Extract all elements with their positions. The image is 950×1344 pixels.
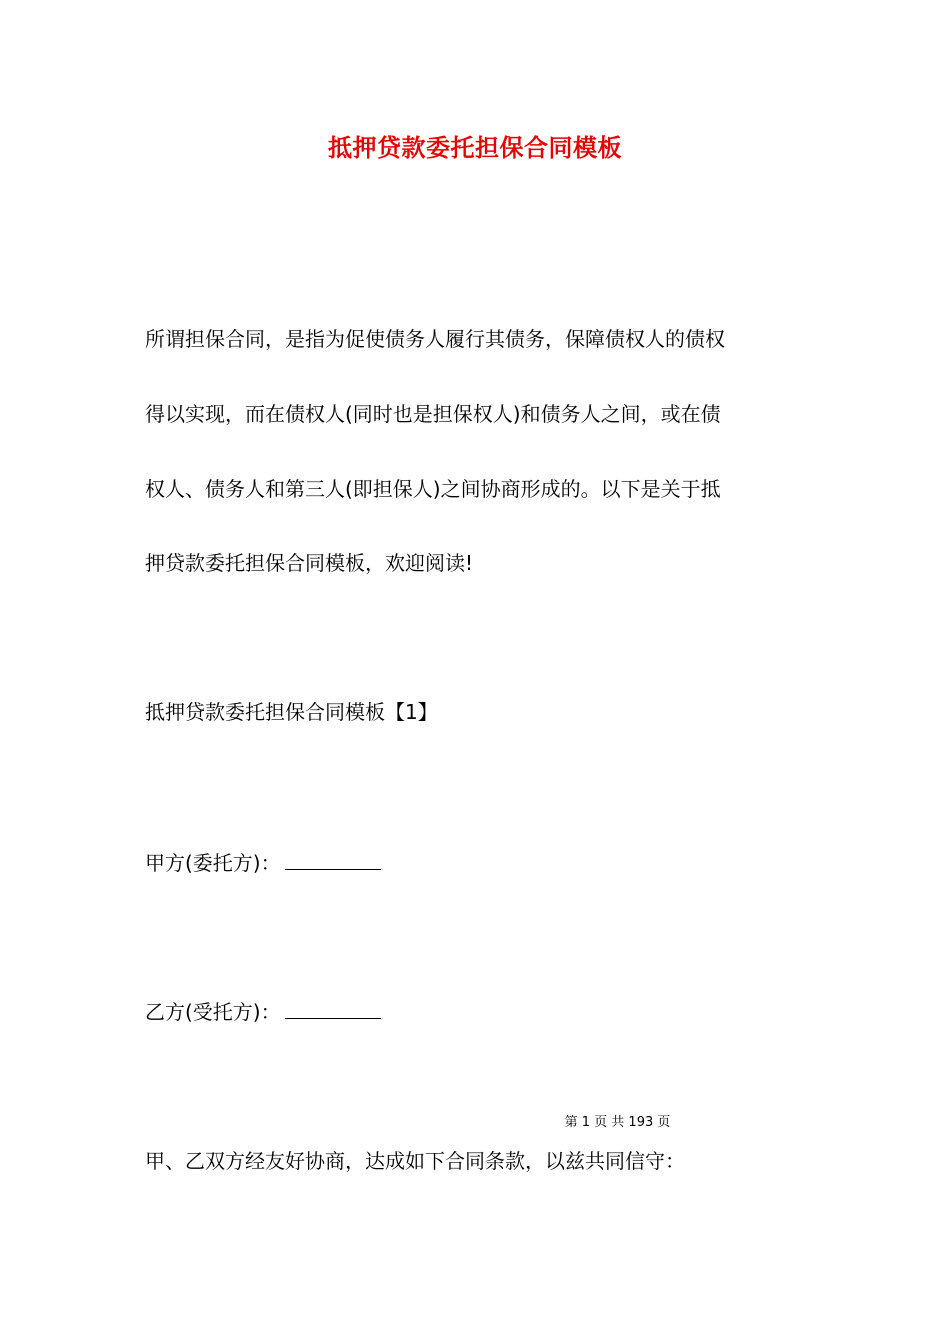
intro-line-4: 押贷款委托担保合同模板，欢迎阅读! — [145, 551, 474, 575]
section-heading: 抵押贷款委托担保合同模板【1】 — [145, 700, 438, 724]
party-a-line — [145, 847, 381, 878]
document-title: 抵押贷款委托担保合同模板 — [328, 134, 622, 162]
intro-line-3: 权人、债务人和第三人(即担保人)之间协商形成的。以下是关于抵 — [145, 477, 721, 501]
party-a-label: 甲方(委托方)： — [145, 851, 281, 875]
party-b-line — [145, 996, 381, 1027]
agreement-line: 甲、乙双方经友好协商，达成如下合同条款，以兹共同信守： — [145, 1149, 685, 1173]
intro-line-1: 所谓担保合同，是指为促使债务人履行其债务，保障债权人的债权 — [145, 327, 725, 351]
intro-line-2: 得以实现，而在债权人(同时也是担保权人)和债务人之间，或在债 — [145, 402, 721, 426]
party-b-blank — [285, 996, 381, 1019]
party-b-label: 乙方(受托方)： — [145, 1000, 281, 1024]
party-a-blank — [285, 847, 381, 870]
page-indicator: 第 1 页 共 193 页 — [564, 1115, 671, 1130]
